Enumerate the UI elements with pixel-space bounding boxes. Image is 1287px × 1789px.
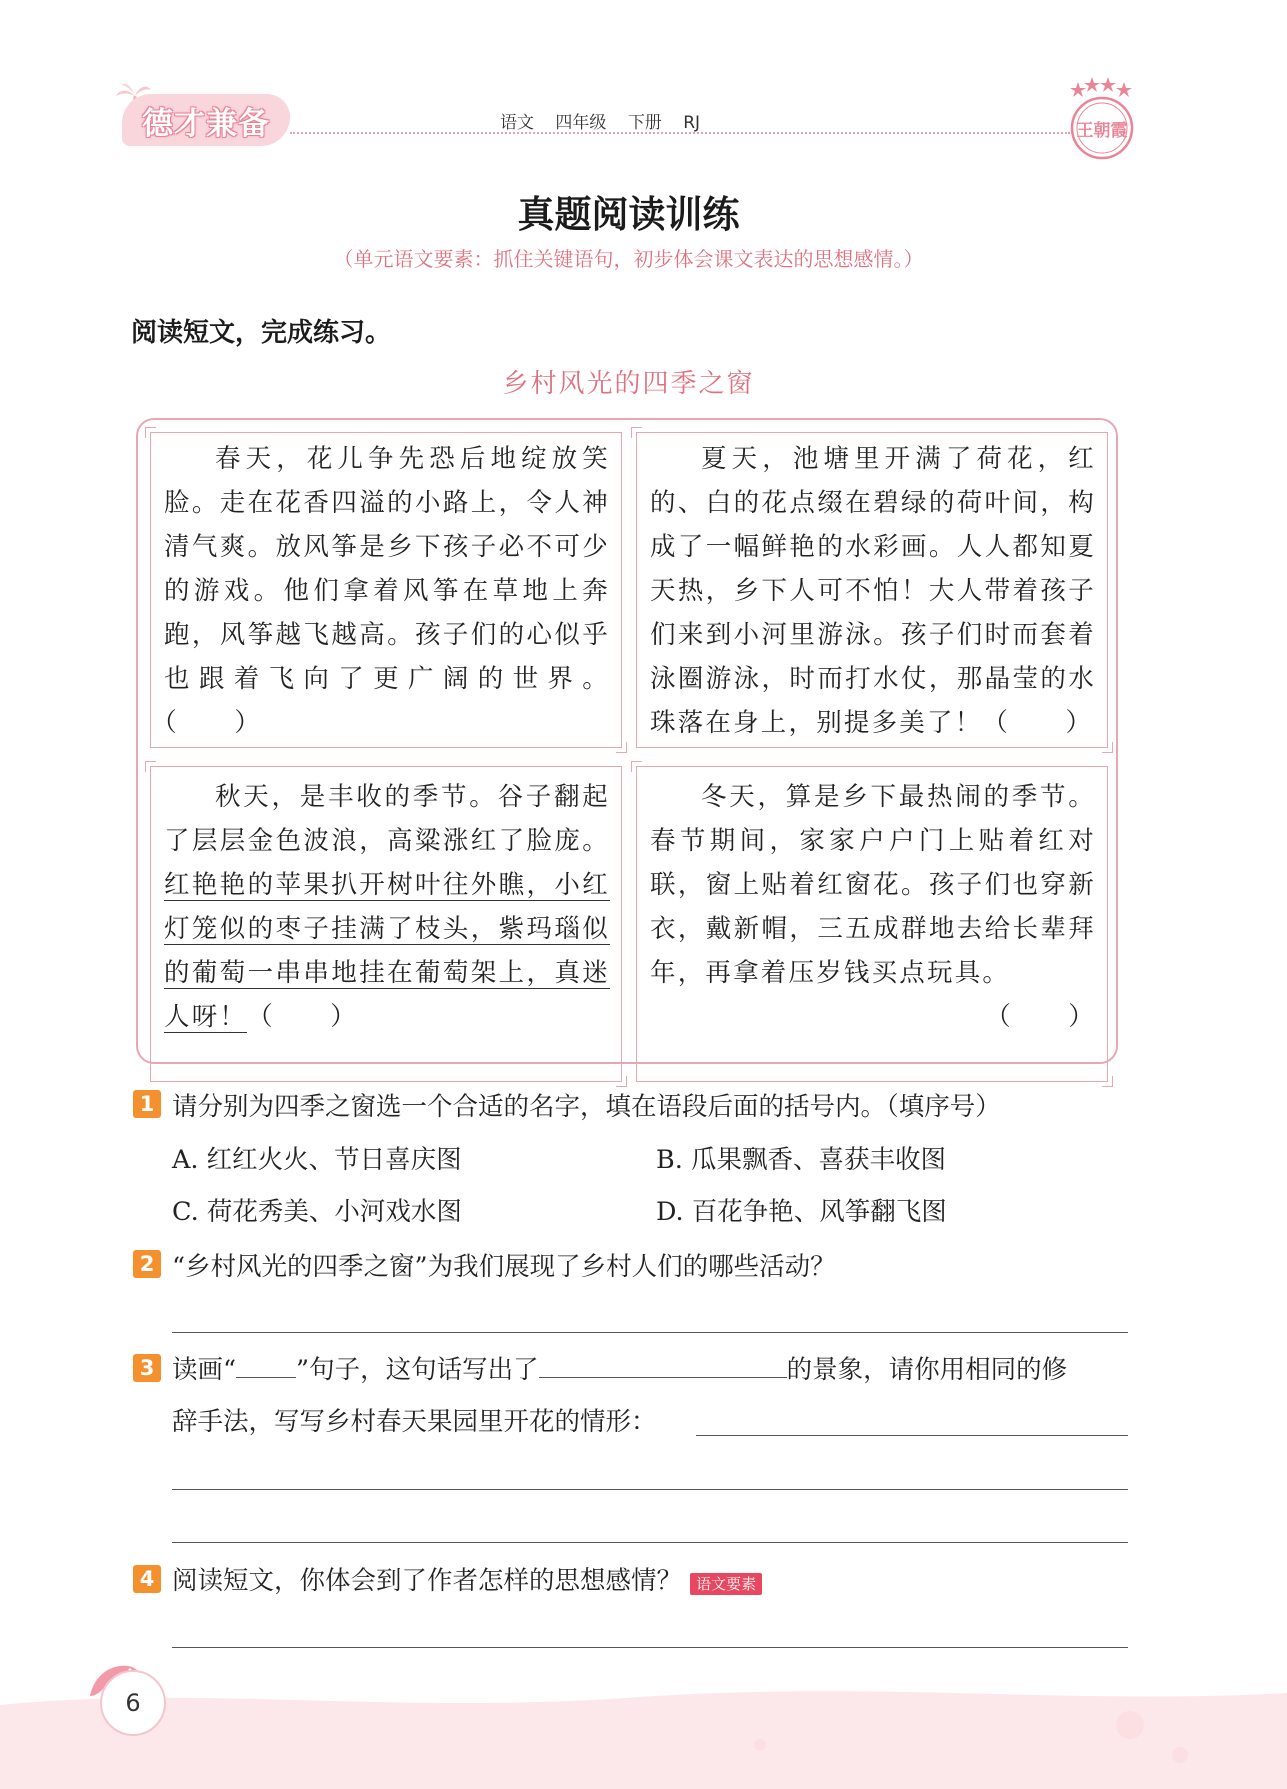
book-info xyxy=(500,108,716,133)
q3-part1: 读画“ xyxy=(172,1355,237,1385)
spring-text: 春天，花儿争先恐后地绽放笑脸。走在花香四溢的小路上，令人神清气爽。放风筝是乡下孩子必不可少的游戏。他们拿着风筝在草地上奔跑，风筝越飞越高。孩子们的心似乎也跟着飞向了更广阔的世界。 xyxy=(164,444,610,694)
question-2-text: “乡村风光的四季之窗”为我们展现了乡村人们的哪些活动？ xyxy=(172,1252,836,1282)
author-seal-logo xyxy=(1062,76,1142,166)
q3-part3: 的景象，请你用相同的修 xyxy=(786,1355,1068,1385)
answer-line-q3-2[interactable] xyxy=(172,1489,1128,1490)
edition: RJ xyxy=(683,113,701,133)
answer-line-q2[interactable] xyxy=(172,1332,1128,1333)
question-number-3: 3 xyxy=(133,1354,161,1382)
question-3-line2: 辞手法，写写乡村春天果园里开花的情形： xyxy=(172,1407,657,1437)
option-a: A. 红红火火、节日喜庆图 xyxy=(172,1145,462,1175)
q4-text: 阅读短文，你体会到了作者怎样的思想感情？ xyxy=(172,1566,683,1596)
autumn-text: 秋天，是丰收的季节。谷子翻起了层层金色波浪，高粱涨红了脸庞。 xyxy=(164,782,610,856)
autumn-answer-paren[interactable]: （ ） xyxy=(247,1002,358,1032)
question-4-text xyxy=(172,1561,762,1597)
instruction: 阅读短文，完成练习。 xyxy=(131,318,392,348)
question-number-2: 2 xyxy=(133,1250,161,1278)
q3-blank-scene[interactable] xyxy=(539,1351,787,1378)
q3-part2: ”句子，这句话写出了 xyxy=(296,1355,539,1385)
brand-text: 德才兼备 xyxy=(142,105,270,142)
passage-summer xyxy=(650,437,1096,745)
answer-line-q3-1[interactable] xyxy=(696,1435,1128,1436)
page-number: 6 xyxy=(100,1670,166,1736)
footer-wave-decoration xyxy=(0,1685,1287,1789)
grade: 四年级 xyxy=(555,113,607,133)
volume: 下册 xyxy=(627,113,662,133)
option-c: C. 荷花秀美、小河戏水图 xyxy=(172,1197,462,1227)
question-3-line1 xyxy=(172,1350,1067,1386)
passage-title: 乡村风光的四季之窗 xyxy=(502,369,755,399)
subject: 语文 xyxy=(500,113,534,133)
winter-answer-paren[interactable]: （ ） xyxy=(985,1002,1096,1032)
passage-spring xyxy=(164,437,610,745)
unit-requirement: （单元语文要素：抓住关键语句，初步体会课文表达的思想感情。） xyxy=(333,247,924,271)
winter-text: 冬天，算是乡下最热闹的季节。春节期间，家家户户门上贴着红对联，窗上贴着红窗花。孩子们也穿新衣，戴新帽，三五成群地去给长辈拜年，再拿着压岁钱买点玩具。 xyxy=(650,782,1096,988)
summer-answer-paren[interactable]: （ ） xyxy=(982,708,1094,738)
q3-blank-sentence[interactable] xyxy=(236,1351,296,1378)
element-tag: 语文要素 xyxy=(690,1573,762,1595)
question-1-text: 请分别为四季之窗选一个合适的名字，填在语段后面的括号内。（填序号） xyxy=(172,1092,1001,1122)
autumn-underlined-sentence: 红艳艳的苹果扒开树叶往外瞧，小红灯笼似的枣子挂满了枝头，紫玛瑙似的葡萄一串串地挂在葡萄架上，真迷人呀！ xyxy=(164,870,610,1032)
brand-badge xyxy=(122,94,290,146)
question-number-1: 1 xyxy=(133,1090,161,1118)
passage-winter xyxy=(650,775,1096,1039)
seal-text: 王朝霞 xyxy=(1076,121,1128,141)
option-d: D. 百花争艳、风筝翻飞图 xyxy=(656,1197,947,1227)
page-title: 真题阅读训练 xyxy=(517,193,740,236)
passage-autumn xyxy=(164,775,610,1039)
summer-text: 夏天，池塘里开满了荷花，红的、白的花点缀在碧绿的荷叶间，构成了一幅鲜艳的水彩画。人人都知夏天热，乡下人可不怕！大人带着孩子们来到小河里游泳。孩子们时而套着泳圈游泳，时而打水仗，那晶莹的水珠落在身上，别提多美了！ xyxy=(650,444,1096,738)
question-number-4: 4 xyxy=(133,1565,161,1593)
option-b: B. 瓜果飘香、喜获丰收图 xyxy=(656,1145,946,1175)
answer-line-q4[interactable] xyxy=(172,1647,1128,1648)
answer-line-q3-3[interactable] xyxy=(172,1542,1128,1543)
spring-answer-paren[interactable]: （ ） xyxy=(164,708,263,738)
